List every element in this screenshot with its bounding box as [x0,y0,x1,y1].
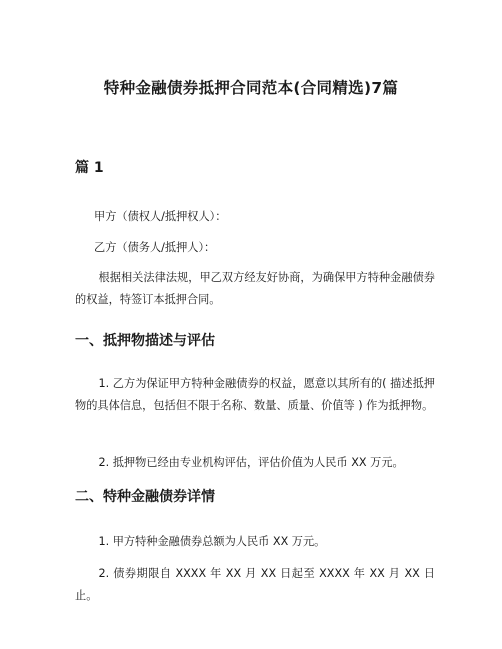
party-a-line: 甲方（债权人/抵押权人）： [94,210,227,223]
document-title: 特种金融债券抵押合同范本(合同精选)7篇 [103,79,399,97]
section-1-item-1: 1. 乙方为保证甲方特种金融债券的权益，愿意以其所有的( 描述抵押物的具体信息，包括但不限于名称、数量、质量、价值等 ) 作为抵押物。 [75,377,435,412]
section-2-item-2: 2. 债券期限自 XXXX 年 XX 月 XX 日起至 XXXX 年 XX 月 XX 日止。 [75,567,435,602]
section-1-item-2: 2. 抵押物已经由专业机构评估，评估价值为人民币 XX 万元。 [98,456,404,469]
section-2-heading: 二、特种金融债券详情 [75,489,215,505]
party-b-line: 乙方（债务人/抵押人）： [94,241,216,254]
part-heading: 篇 1 [75,160,104,176]
preamble-paragraph: 根据相关法律法规，甲乙双方经友好协商，为确保甲方特种金融债券的权益，特签订本抵押合同。 [75,271,435,306]
section-1-heading: 一、抵押物描述与评估 [75,333,215,349]
section-2-item-1: 1. 甲方特种金融债券总额为人民币 XX 万元。 [98,535,326,548]
